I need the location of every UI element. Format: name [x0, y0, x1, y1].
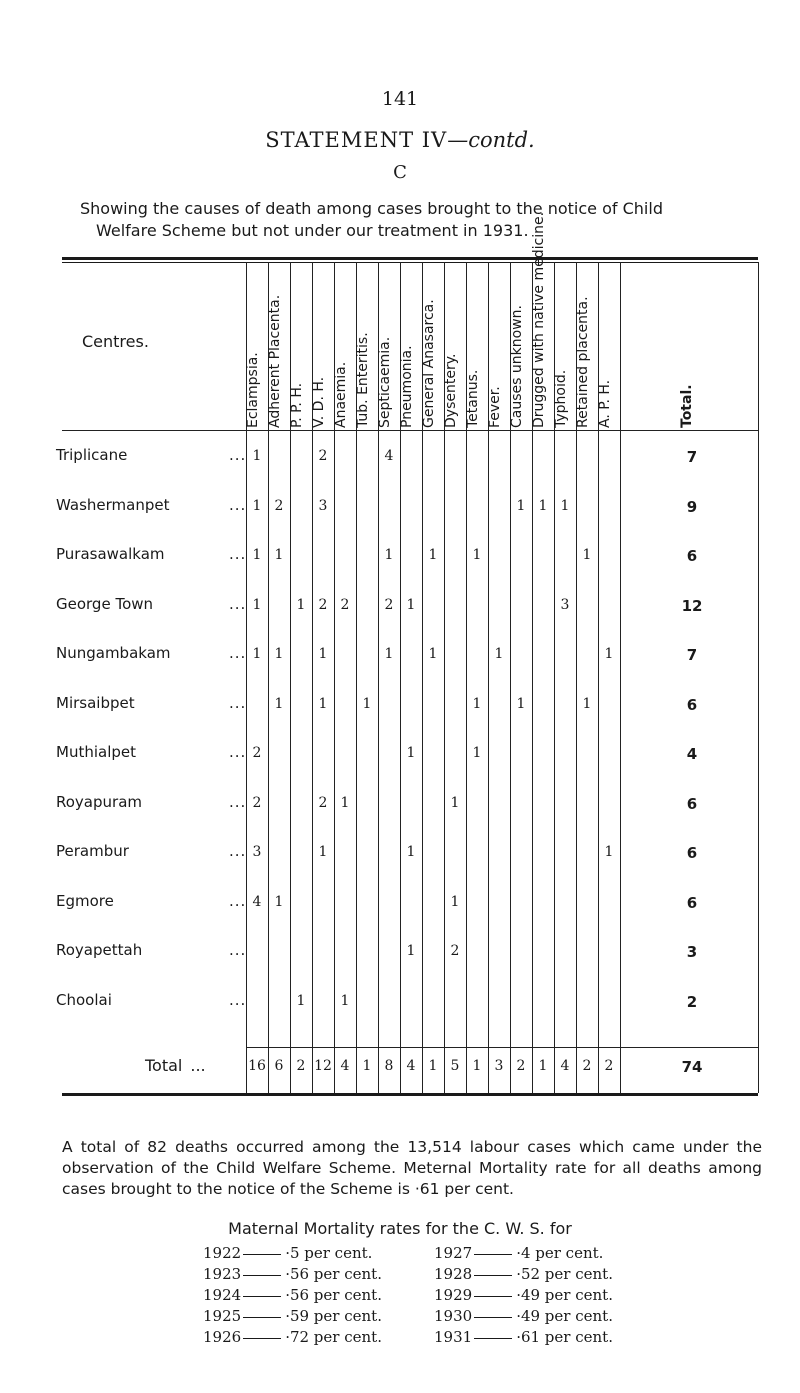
rate-year: 1930 [434, 1307, 473, 1325]
rate-row [203, 1307, 382, 1325]
rate-row [203, 1328, 382, 1346]
column-header [598, 268, 620, 428]
row-total: 2 [686, 992, 698, 1011]
rate-year: 1926 [203, 1328, 242, 1346]
column-header-label: Eclampsia. [245, 352, 261, 428]
table-cell: 1 [252, 497, 262, 514]
table-cell: 1 [516, 497, 526, 514]
summary-paragraph: A total of 82 deaths occurred among the 13,514 labour cases which came under the observation of the Child Welfare Scheme. Meternal Mortality rate for all deaths among cases brought to the notice of the Scheme is ·61 per cent. [62, 1138, 762, 1198]
total-label-text: Total [145, 1056, 183, 1075]
table-cell: 1 [582, 695, 592, 712]
table-cell: 1 [296, 596, 306, 613]
centre-name: Muthialpet [56, 743, 136, 761]
table-row [56, 793, 246, 811]
centre-name: Egmore [56, 891, 114, 910]
rate-year: 1927 [434, 1244, 473, 1262]
leader-dots: ... [229, 842, 247, 860]
column-header-label: Retained placenta. [575, 296, 591, 428]
rate-value: ·72 per cent. [285, 1328, 382, 1346]
rate-dash [243, 1338, 281, 1339]
column-total: 8 [384, 1058, 394, 1074]
column-header-label: Tub. Enteritis. [355, 332, 371, 428]
column-header-label: Causes unknown. [509, 305, 525, 428]
column-total: 1 [472, 1058, 482, 1074]
table-cell: 3 [560, 596, 570, 613]
column-header-label: Typhoid. [553, 369, 569, 428]
table-row [56, 694, 246, 712]
rate-value: ·56 per cent. [285, 1265, 382, 1283]
rate-year: 1925 [203, 1307, 242, 1325]
leader-dots: ... [229, 495, 247, 514]
table-row [56, 446, 246, 464]
grand-total: 74 [681, 1058, 703, 1076]
total-row-label [145, 1056, 206, 1075]
row-total: 7 [686, 448, 698, 466]
centre-name: Triplicane [56, 446, 128, 464]
column-total: 2 [296, 1058, 306, 1074]
table-cell: 1 [340, 992, 350, 1009]
column-header-label: Total. [679, 384, 695, 428]
leader-dots: ... [229, 545, 247, 563]
column-rule [758, 262, 759, 1093]
column-header-label: V. D. H. [311, 376, 327, 428]
rate-row [434, 1328, 613, 1346]
column-total: 4 [560, 1058, 570, 1074]
column-total: 1 [362, 1058, 372, 1074]
table-cell: 1 [560, 497, 570, 514]
intro-paragraph [80, 198, 750, 242]
page-title [0, 128, 800, 152]
row-total: 3 [686, 943, 698, 961]
table-row [56, 496, 246, 514]
row-total: 7 [686, 646, 698, 664]
row-total: 12 [681, 596, 703, 615]
table-cell: 1 [406, 745, 416, 761]
table-cell: 1 [428, 646, 438, 662]
table-row [56, 644, 246, 662]
table-cell: 1 [604, 844, 614, 860]
column-total: 1 [428, 1058, 438, 1074]
centre-name: Washermanpet [56, 495, 170, 514]
rate-year: 1923 [203, 1265, 242, 1283]
rate-value: ·49 per cent. [516, 1307, 613, 1325]
table-cell: 2 [252, 745, 262, 761]
leader-dots: ... [229, 594, 247, 613]
rate-row [203, 1265, 382, 1283]
table-cell: 2 [318, 596, 328, 613]
table-cell: 1 [274, 695, 284, 712]
column-header-label: Pneumonia. [399, 345, 415, 428]
table-cell: 3 [252, 844, 262, 860]
rate-row [203, 1244, 372, 1262]
table-row [56, 743, 246, 761]
rate-year: 1922 [203, 1244, 242, 1262]
centre-name: Purasawalkam [56, 545, 165, 563]
row-total: 9 [686, 497, 698, 516]
table-cell: 2 [340, 596, 350, 613]
table-row [56, 991, 246, 1009]
rate-dash [474, 1275, 512, 1276]
rate-dash [243, 1296, 281, 1297]
table-row [56, 595, 246, 613]
table-cell: 1 [472, 547, 482, 563]
row-total: 6 [686, 844, 698, 862]
rate-row [434, 1307, 613, 1325]
rate-dash [243, 1254, 281, 1255]
table-top-rule [62, 257, 758, 260]
maternal-rates-title: Maternal Mortality rates for the C. W. S. for [228, 1219, 572, 1238]
leader-dots: ... [229, 693, 247, 712]
column-header [680, 268, 702, 428]
intro-line-1: Showing the causes of death among cases brought to the notice of Child [80, 199, 663, 218]
table-cell: 1 [604, 646, 614, 662]
table-cell: 1 [362, 695, 372, 712]
rate-row [203, 1286, 382, 1304]
table-cell: 1 [582, 547, 592, 563]
table-cell: 1 [318, 646, 328, 662]
table-cell: 1 [450, 893, 460, 910]
table-cell: 4 [384, 448, 394, 464]
table-cell: 1 [406, 844, 416, 860]
centre-name: Mirsaibpet [56, 693, 135, 712]
table-cell: 1 [406, 943, 416, 959]
total-label-dots: ... [190, 1056, 206, 1075]
leader-dots: ... [229, 446, 247, 464]
centre-name: Nungambakam [56, 644, 171, 662]
table-row [56, 941, 246, 959]
table-cell: 1 [252, 596, 262, 613]
rate-row [434, 1265, 613, 1283]
column-total: 16 [248, 1058, 266, 1074]
table-cell: 1 [472, 695, 482, 712]
centre-name: Perambur [56, 842, 129, 860]
table-row [56, 545, 246, 563]
table-cell: 1 [274, 893, 284, 910]
table-cell: 1 [274, 547, 284, 563]
table-cell: 1 [296, 992, 306, 1009]
column-header-label: General Anasarca. [421, 299, 437, 428]
table-cell: 3 [318, 497, 328, 514]
column-header-label: A. P. H. [597, 379, 613, 428]
rate-row [434, 1286, 613, 1304]
centre-name: Choolai [56, 990, 112, 1009]
table-cell: 1 [252, 448, 262, 464]
centre-name: Royapuram [56, 792, 142, 811]
column-header-label: Fever. [487, 386, 503, 428]
column-total: 3 [494, 1058, 504, 1074]
rate-dash [474, 1254, 512, 1255]
header-divider [62, 430, 758, 431]
column-total: 2 [582, 1058, 592, 1074]
table-row [56, 842, 246, 860]
column-header-label: Septicaemia. [377, 336, 393, 428]
rate-row [434, 1244, 603, 1262]
table-cell: 1 [340, 794, 350, 811]
column-header-label: Tetanus. [465, 369, 481, 428]
rate-value: ·4 per cent. [516, 1244, 604, 1262]
table-cell: 1 [384, 547, 394, 563]
rate-dash [243, 1275, 281, 1276]
table-cell: 2 [252, 794, 262, 811]
column-header-label: Anaemia. [333, 361, 349, 428]
intro-line-2: Welfare Scheme but not under our treatment in 1931. [96, 221, 529, 240]
table-cell: 1 [274, 646, 284, 662]
title-main: STATEMENT IV [265, 128, 448, 152]
table-cell: 1 [494, 646, 504, 662]
column-total: 12 [314, 1058, 332, 1074]
rate-year: 1929 [434, 1286, 473, 1304]
rate-year: 1924 [203, 1286, 242, 1304]
row-total: 6 [686, 695, 698, 714]
column-rule [620, 262, 621, 1093]
leader-dots: ... [229, 891, 247, 910]
table-cell: 1 [516, 695, 526, 712]
centre-name: George Town [56, 594, 154, 613]
table-cell: 1 [252, 547, 262, 563]
column-total: 1 [538, 1058, 548, 1074]
row-total: 6 [686, 547, 698, 565]
rate-dash [474, 1296, 512, 1297]
rate-dash [474, 1317, 512, 1318]
table-top-rule-thin [62, 262, 758, 263]
row-total: 6 [686, 794, 698, 813]
rate-value: ·52 per cent. [516, 1265, 613, 1283]
table-cell: 1 [252, 646, 262, 662]
rate-dash [474, 1338, 512, 1339]
table-cell: 1 [406, 596, 416, 613]
row-total: 4 [686, 745, 698, 763]
column-header-label: Dysentery. [443, 353, 459, 428]
table-cell: 1 [472, 745, 482, 761]
column-total: 5 [450, 1058, 460, 1074]
column-total: 4 [340, 1058, 350, 1074]
section-letter: C [393, 162, 407, 183]
column-header-label: P. P. H. [289, 382, 305, 428]
table-cell: 1 [318, 695, 328, 712]
row-total: 6 [686, 893, 698, 912]
rate-value: ·5 per cent. [285, 1244, 373, 1262]
rate-value: ·59 per cent. [285, 1307, 382, 1325]
leader-dots: ... [229, 792, 247, 811]
leader-dots: ... [229, 644, 247, 662]
column-header-label: Drugged with native medicine. [531, 211, 547, 428]
title-suffix: —contd. [447, 128, 535, 152]
table-cell: 1 [428, 547, 438, 563]
rate-dash [243, 1317, 281, 1318]
rate-year: 1931 [434, 1328, 473, 1346]
column-total: 2 [604, 1058, 614, 1074]
table-cell: 1 [318, 844, 328, 860]
rate-value: ·56 per cent. [285, 1286, 382, 1304]
column-total: 6 [274, 1058, 284, 1074]
table-row [56, 892, 246, 910]
page-number: 141 [381, 88, 419, 110]
table-cell: 1 [450, 794, 460, 811]
rate-value: ·49 per cent. [516, 1286, 613, 1304]
leader-dots: ... [229, 941, 247, 959]
column-total: 2 [516, 1058, 526, 1074]
table-cell: 1 [384, 646, 394, 662]
table-cell: 2 [318, 794, 328, 811]
table-cell: 4 [252, 893, 262, 910]
column-total: 4 [406, 1058, 416, 1074]
table-cell: 1 [538, 497, 548, 514]
total-divider [246, 1047, 758, 1048]
leader-dots: ... [229, 990, 247, 1009]
centres-header: Centres. [82, 332, 149, 351]
table-bottom-rule [62, 1093, 758, 1096]
rate-value: ·61 per cent. [516, 1328, 613, 1346]
table-cell: 2 [274, 497, 284, 514]
centre-name: Royapettah [56, 941, 143, 959]
column-header-label: Adherent Placenta. [267, 294, 283, 428]
table-cell: 2 [318, 448, 328, 464]
leader-dots: ... [229, 743, 247, 761]
rate-year: 1928 [434, 1265, 473, 1283]
table-cell: 2 [384, 596, 394, 613]
table-cell: 2 [450, 943, 460, 959]
